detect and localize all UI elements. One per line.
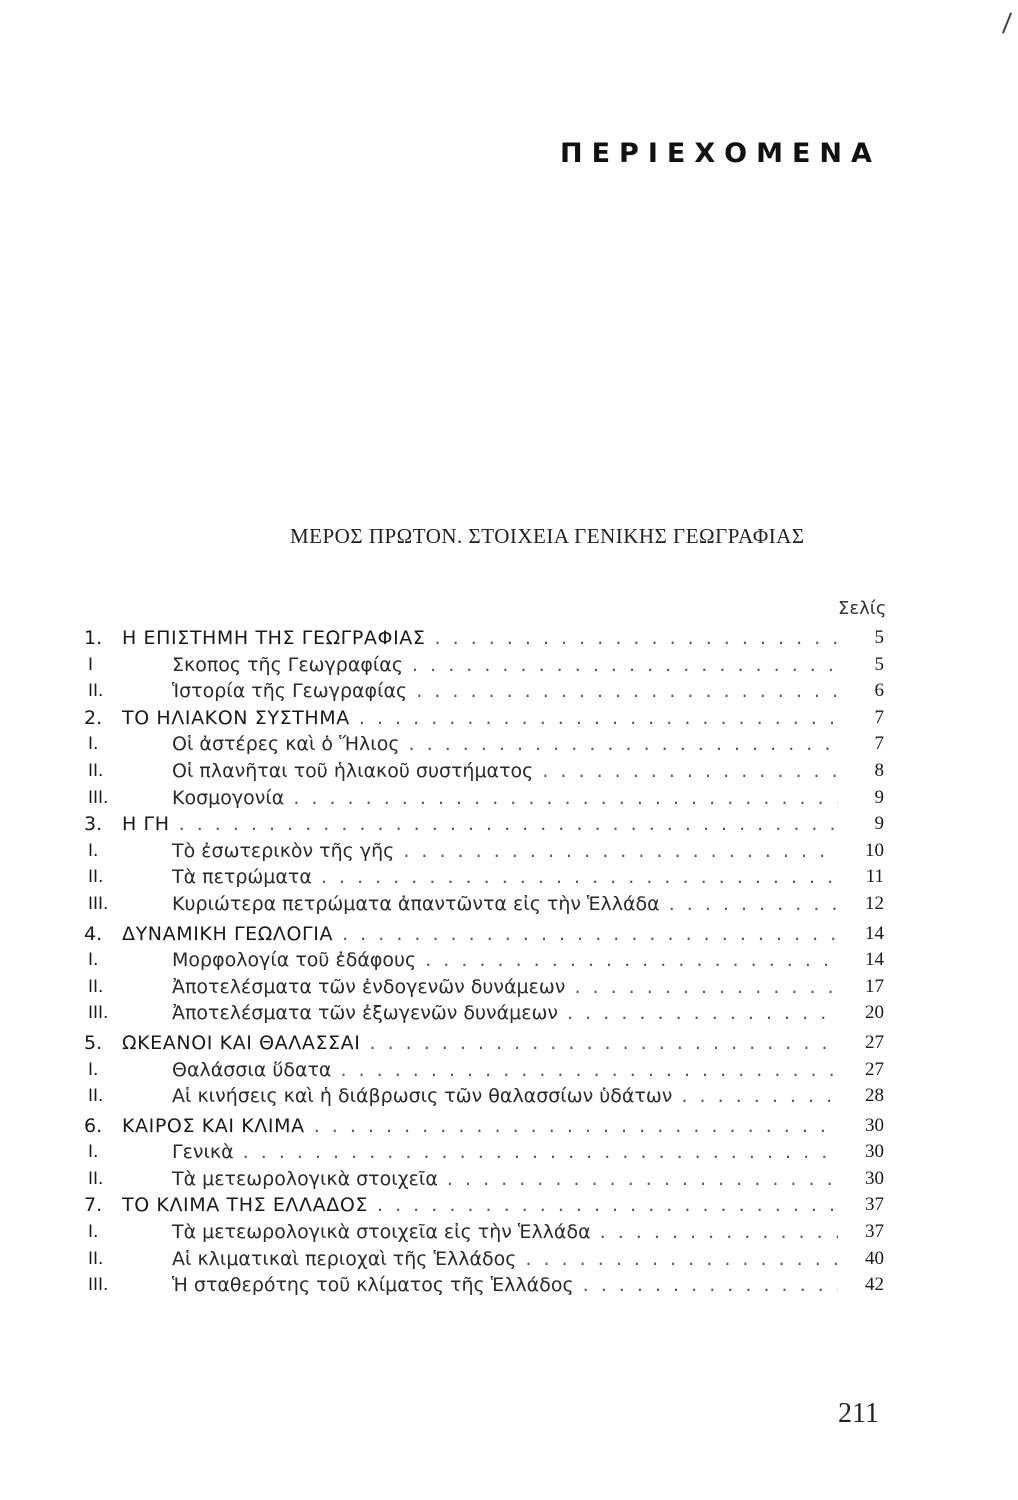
toc-title: Γενικὰ . . .: [172, 1139, 838, 1166]
toc-section: [80, 652, 890, 679]
toc-section: [80, 1246, 890, 1273]
toc-number: II.: [88, 976, 104, 997]
toc-chapter-5: [80, 1030, 890, 1057]
toc-section: [80, 1139, 890, 1166]
toc-number: 3.: [84, 813, 103, 836]
toc-title: Θαλάσσια ὕδατα . . .: [172, 1057, 838, 1084]
pages-column-label: Σελίς: [838, 598, 887, 619]
toc-section: [80, 1166, 890, 1193]
toc-chapter-7: [80, 1192, 890, 1219]
toc-number: I: [88, 654, 94, 675]
toc-number: II.: [88, 681, 104, 702]
toc-section: [80, 758, 890, 785]
toc-number: I.: [88, 1142, 99, 1163]
toc-page: 9: [844, 785, 884, 812]
toc-page: 30: [844, 1166, 884, 1193]
toc-number: I.: [88, 1059, 99, 1080]
toc-title: Τὰ μετεωρολογικὰ στοιχεῖα εἰς τὴν Ἑλλάδα . . .: [172, 1219, 838, 1246]
toc-section: [80, 1219, 890, 1246]
toc-number: III.: [88, 893, 109, 914]
toc-number: II.: [88, 760, 104, 781]
toc-chapter-4: [80, 921, 890, 948]
toc-number: 1.: [84, 627, 103, 649]
toc-page: 30: [844, 1139, 884, 1166]
toc-page: 17: [844, 974, 884, 1001]
part-title: ΜΕΡΟΣ ΠΡΩΤΟΝ. ΣΤΟΙΧΕΙΑ ΓΕΝΙΚΗΣ ΓΕΩΓΡΑΦΙΑΣ: [290, 524, 805, 548]
toc-section: [80, 974, 890, 1001]
scan-mark: [1002, 12, 1012, 33]
toc-page: 30: [844, 1113, 884, 1140]
toc-number: I.: [88, 840, 99, 861]
toc-section: [80, 864, 890, 891]
toc-number: II.: [88, 1086, 104, 1107]
toc-chapter-6: [80, 1113, 890, 1140]
toc-chapter-2: [80, 705, 890, 732]
toc-page: 27: [844, 1057, 884, 1084]
toc-number: II.: [88, 1248, 104, 1269]
toc-number: I.: [88, 734, 99, 755]
toc-title: Μορφολογία τοῦ ἐδάφους . . .: [172, 947, 838, 974]
toc-title: ΤΟ ΚΛΙΜΑ ΤΗΣ ΕΛΛΑΔΟΣ . . .: [122, 1192, 838, 1219]
page-title: ΠΕΡΙΕΧΟΜΕΝΑ: [560, 138, 881, 169]
toc-number: 7.: [84, 1194, 103, 1217]
toc-section: [80, 1272, 890, 1299]
toc-page: 7: [844, 705, 884, 732]
toc-section: [80, 731, 890, 758]
toc-page: 11: [844, 864, 884, 891]
page-number: 211: [838, 1398, 879, 1429]
toc-title: Αἱ κλιματικαὶ περιοχαὶ τῆς Ἑλλάδος . . .: [172, 1246, 838, 1273]
toc-section: [80, 1057, 890, 1084]
toc-title: Τὰ μετεωρολογικὰ στοιχεῖα . . .: [172, 1166, 838, 1193]
toc-number: I.: [88, 950, 99, 971]
toc-chapter-3: [80, 811, 890, 838]
toc-number: III.: [88, 787, 109, 808]
toc-title: ΔΥΝΑΜΙΚΗ ΓΕΩΛΟΓΙΑ . . .: [122, 921, 838, 948]
toc-section: [80, 1083, 890, 1110]
toc-title: Ἱστορία τῆς Γεωγραφίας . . .: [172, 678, 838, 705]
toc-number: 6.: [84, 1114, 103, 1137]
toc-section: [80, 838, 890, 865]
toc-section: [80, 1000, 890, 1027]
toc-page: 5: [844, 652, 884, 679]
toc-title: Η ΓΗ . . .: [122, 811, 838, 838]
toc-page: 40: [844, 1246, 884, 1273]
toc-title: Οἱ ἀστέρες καὶ ὁ Ἥλιος . . .: [172, 731, 838, 758]
toc-title: Τὰ πετρώματα . . .: [172, 864, 838, 891]
toc-page: 28: [844, 1083, 884, 1110]
toc-section: [80, 678, 890, 705]
toc-page: 12: [844, 891, 884, 918]
toc-page: 7: [844, 731, 884, 758]
toc-page: 37: [844, 1219, 884, 1246]
toc-page: 14: [844, 921, 884, 948]
toc-title: Τὸ ἐσωτερικὸν τῆς γῆς . . .: [172, 838, 838, 865]
table-of-contents: [80, 625, 890, 1299]
toc-title: Ἡ σταθερότης τοῦ κλίματος τῆς Ἑλλάδος . . .: [172, 1272, 838, 1299]
toc-title: Αἱ κινήσεις καὶ ἡ διάβρωσις τῶν θαλασσίων ὑδάτων . . .: [172, 1083, 838, 1110]
toc-title: Ἀποτελέσματα τῶν ἐξωγενῶν δυνάμεων . . .: [172, 1000, 838, 1027]
toc-page: 14: [844, 947, 884, 974]
toc-chapter-1: [80, 625, 890, 652]
toc-number: III.: [88, 1003, 109, 1024]
toc-title: ΚΑΙΡΟΣ ΚΑΙ ΚΛΙΜΑ . . .: [122, 1113, 838, 1140]
toc-title: ΤΟ ΗΛΙΑΚΟΝ ΣΥΣΤΗΜΑ . . .: [122, 705, 838, 732]
toc-page: 20: [844, 1000, 884, 1027]
toc-number: 2.: [84, 706, 103, 729]
toc-section: [80, 947, 890, 974]
toc-page: 27: [844, 1030, 884, 1057]
toc-number: 5.: [84, 1031, 103, 1054]
toc-page: 8: [844, 758, 884, 785]
toc-title: ΩΚΕΑΝΟΙ ΚΑΙ ΘΑΛΑΣΣΑΙ . . .: [122, 1030, 838, 1057]
toc-title: Κυριώτερα πετρώματα ἀπαντῶντα εἰς τὴν Ἑλλάδα . . .: [172, 891, 838, 918]
toc-title: Η ΕΠΙΣΤΗΜΗ ΤΗΣ ΓΕΩΓΡΑΦΙΑΣ . . .: [122, 625, 838, 652]
toc-section: [80, 785, 890, 812]
toc-page: 9: [844, 811, 884, 838]
toc-number: III.: [88, 1275, 109, 1296]
toc-title: Οἱ πλανῆται τοῦ ἡλιακοῦ συστήματος . . .: [172, 758, 838, 785]
toc-page: 10: [844, 838, 884, 865]
toc-title: Ἀποτελέσματα τῶν ἐνδογενῶν δυνάμεων . . .: [172, 974, 838, 1001]
toc-section: [80, 891, 890, 918]
toc-number: II.: [88, 1168, 104, 1189]
toc-page: 6: [844, 678, 884, 705]
toc-page: 42: [844, 1272, 884, 1299]
toc-title: Σκοπος τῆς Γεωγραφίας . . .: [172, 652, 838, 679]
toc-page: 37: [844, 1192, 884, 1219]
toc-title: Κοσμογονία . . .: [172, 785, 838, 812]
toc-page: 5: [844, 625, 884, 652]
toc-number: 4.: [84, 922, 103, 945]
toc-number: II.: [88, 867, 104, 888]
toc-number: I.: [88, 1222, 99, 1243]
